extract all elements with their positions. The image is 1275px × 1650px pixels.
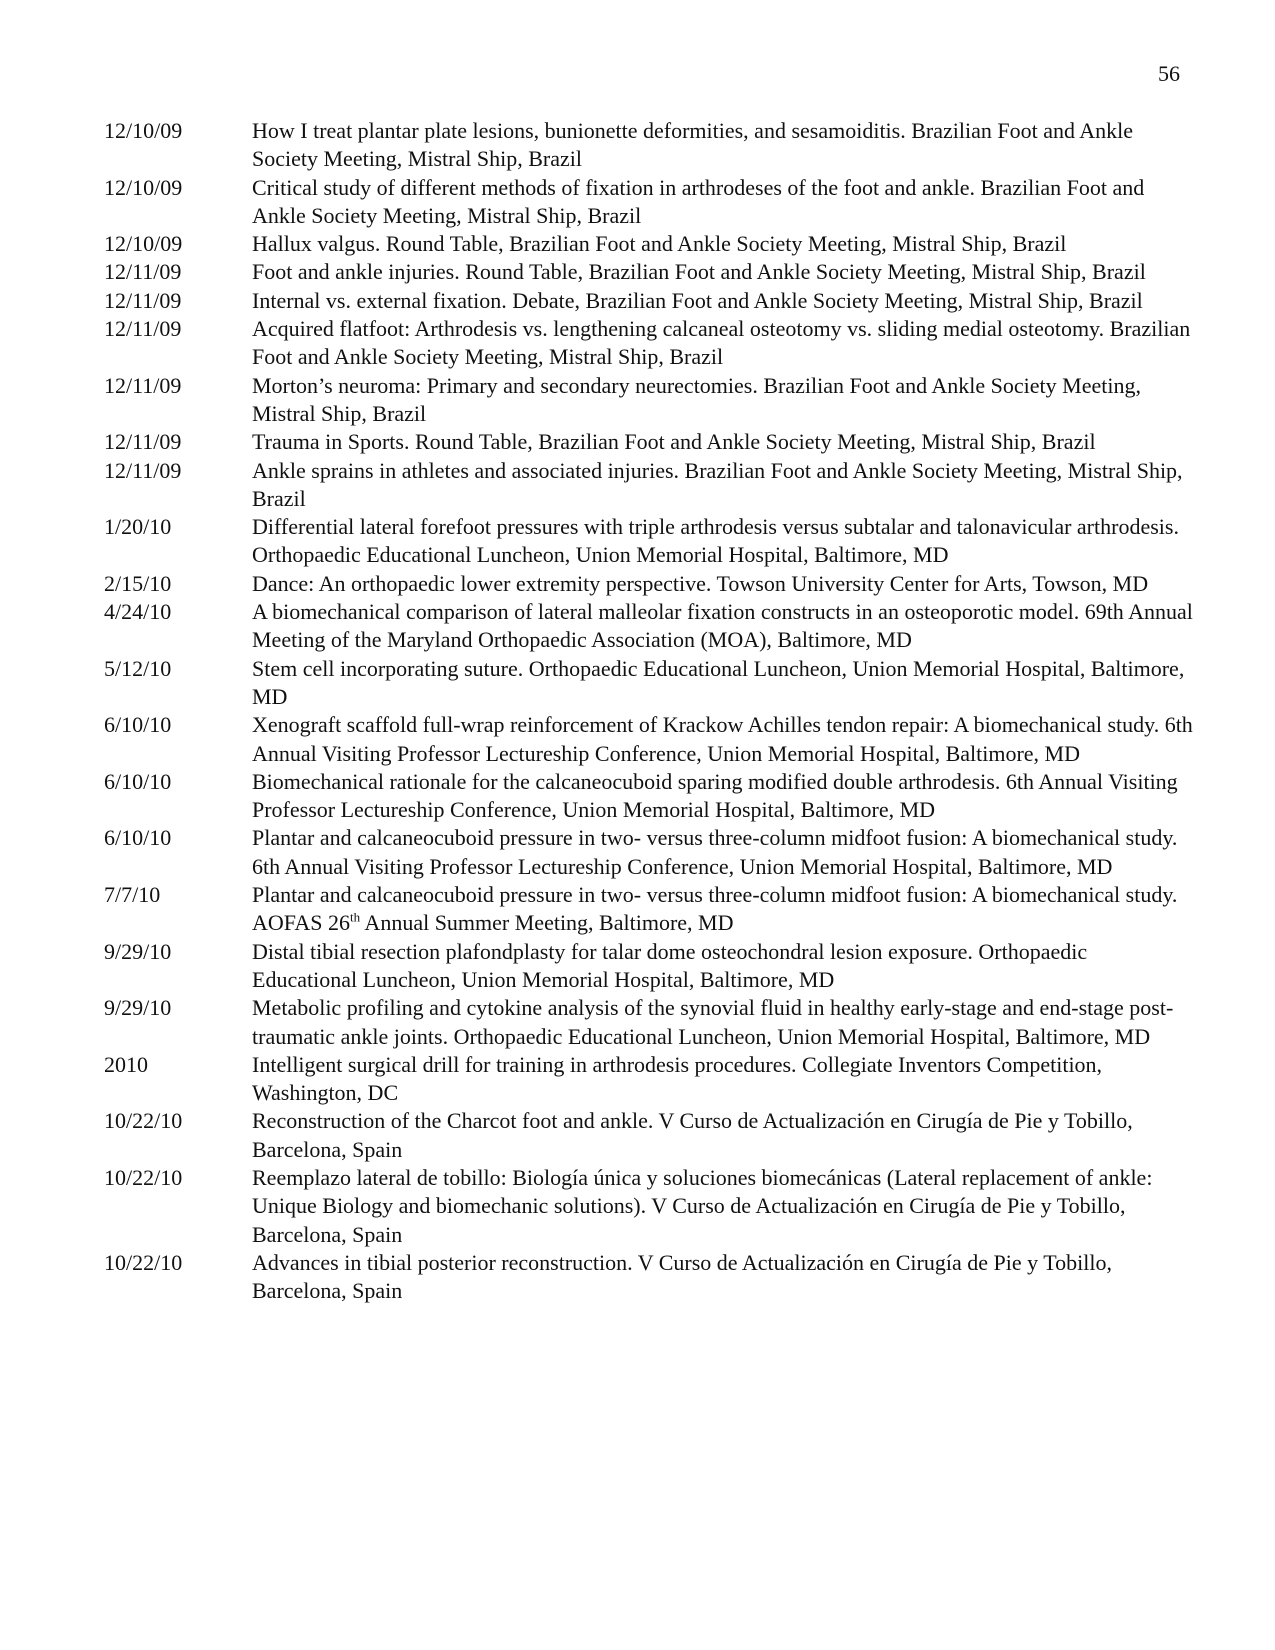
- list-item: [104, 230, 1194, 258]
- entry-date: 6/10/10: [104, 712, 172, 738]
- entry-date: 7/7/10: [104, 882, 161, 908]
- entry-text: Trauma in Sports. Round Table, Brazilian Foot and Ankle Society Meeting, Mistral Ship, Brazil: [252, 429, 1096, 455]
- list-item: [104, 1107, 1194, 1164]
- entry-text: Dance: An orthopaedic lower extremity perspective. Towson University Center for Arts, Towson, MD: [252, 570, 1149, 596]
- list-item: [104, 287, 1194, 315]
- list-item: [104, 457, 1194, 514]
- entry-text: Metabolic profiling and cytokine analysis of the synovial fluid in healthy early-stage and end-stage post-traumatic ankle joints. Orthopaedic Educational Luncheon, Union Memorial Hospital, Baltimore, MD: [252, 995, 1174, 1049]
- presentation-list: [104, 117, 1194, 1305]
- entry-date: 12/11/09: [104, 372, 182, 398]
- entry-date: 4/24/10: [104, 599, 172, 625]
- entry-text: Critical study of different methods of fixation in arthrodeses of the foot and ankle. Brazilian Foot and Ankle Society Meeting, Mistral Ship, Brazil: [252, 174, 1145, 228]
- entry-text: Advances in tibial posterior reconstruction. V Curso de Actualización en Cirugía de Pie y Tobillo, Barcelona, Spain: [252, 1249, 1112, 1304]
- entry-text: Internal vs. external fixation. Debate, Brazilian Foot and Ankle Society Meeting, Mistral Ship, Brazil: [252, 287, 1143, 313]
- entry-date: 12/11/09: [104, 316, 182, 342]
- list-item: [104, 938, 1194, 995]
- entry-text: Intelligent surgical drill for training in arthrodesis procedures. Collegiate Inventors Competition, Washington, DC: [252, 1051, 1103, 1106]
- entry-text: [252, 881, 1194, 938]
- entry-date: 12/11/09: [104, 287, 182, 313]
- entry-date: 10/22/10: [104, 1164, 183, 1190]
- list-item: [104, 1249, 1194, 1306]
- entry-text: Foot and ankle injuries. Round Table, Brazilian Foot and Ankle Society Meeting, Mistral Ship, Brazil: [252, 259, 1146, 285]
- list-item: [104, 881, 1194, 938]
- entry-text: Biomechanical rationale for the calcaneocuboid sparing modified double arthrodesis. 6th Annual Visiting Professor Lectureship Conference, Union Memorial Hospital, Baltimore, MD: [252, 768, 1178, 823]
- entry-date: 12/10/09: [104, 118, 183, 143]
- ordinal-superscript: th: [350, 909, 361, 925]
- entry-text: Ankle sprains in athletes and associated injuries. Brazilian Foot and Ankle Society Meeting, Mistral Ship, Brazil: [252, 457, 1183, 511]
- entry-date: 12/11/09: [104, 457, 182, 483]
- list-item: [104, 994, 1194, 1051]
- list-item: [104, 655, 1194, 712]
- entry-text: Xenograft scaffold full-wrap reinforcement of Krackow Achilles tendon repair: A biomechanical study. 6th Annual Visiting Professor Lectureship Conference, Union Memorial Hospital, Baltimore, MD: [252, 712, 1193, 766]
- list-item: [104, 598, 1194, 655]
- list-item: [104, 824, 1194, 881]
- entry-text: How I treat plantar plate lesions, bunionette deformities, and sesamoiditis. Brazilian Foot and Ankle Society Meeting, Mistral Ship, Brazil: [252, 118, 1134, 172]
- entry-date: 12/10/09: [104, 231, 183, 257]
- entry-text: Reconstruction of the Charcot foot and ankle. V Curso de Actualización en Cirugía de Pie y Tobillo, Barcelona, Spain: [252, 1108, 1133, 1162]
- entry-text: Stem cell incorporating suture. Orthopaedic Educational Luncheon, Union Memorial Hospital, Baltimore, MD: [252, 655, 1185, 709]
- list-item: [104, 258, 1194, 286]
- entry-text: Differential lateral forefoot pressures with triple arthrodesis versus subtalar and talonavicular arthrodesis. Orthopaedic Educational Luncheon, Union Memorial Hospital, Baltimore, MD: [252, 514, 1179, 568]
- list-item: [104, 570, 1194, 598]
- list-item: [104, 372, 1194, 429]
- list-item: [104, 1051, 1194, 1108]
- entry-date: 12/11/09: [104, 429, 182, 455]
- entry-date: 12/10/09: [104, 174, 183, 200]
- list-item: [104, 174, 1194, 231]
- entry-date: 6/10/10: [104, 768, 172, 794]
- list-item: [104, 1164, 1194, 1249]
- entry-text: Hallux valgus. Round Table, Brazilian Foot and Ankle Society Meeting, Mistral Ship, Brazil: [252, 231, 1067, 257]
- entry-date: 5/12/10: [104, 655, 172, 681]
- list-item: [104, 768, 1194, 825]
- entry-date: 2/15/10: [104, 570, 172, 596]
- entry-date: 2010: [104, 1051, 148, 1077]
- list-item: [104, 117, 1194, 174]
- entry-date: 12/11/09: [104, 259, 182, 285]
- entry-date: 10/22/10: [104, 1249, 183, 1275]
- entry-text: Morton’s neuroma: Primary and secondary neurectomies. Brazilian Foot and Ankle Society Meeting, Mistral Ship, Brazil: [252, 372, 1141, 426]
- entry-text: A biomechanical comparison of lateral malleolar fixation constructs in an osteoporotic model. 69th Annual Meeting of the Maryland Orthopaedic Association (MOA), Baltimore, MD: [252, 599, 1193, 653]
- list-item: [104, 315, 1194, 372]
- list-item: [104, 428, 1194, 456]
- entry-text: Reemplazo lateral de tobillo: Biología única y soluciones biomecánicas (Lateral replacement of ankle: Unique Biology and biomechanic solutions). V Curso de Actualización en Cirugía de Pie y Tobillo, Barcelona, Spain: [252, 1164, 1153, 1247]
- entry-date: 9/29/10: [104, 938, 172, 964]
- list-item: [104, 711, 1194, 768]
- entry-text: Acquired flatfoot: Arthrodesis vs. lengthening calcaneal osteotomy vs. sliding medial osteotomy. Brazilian Foot and Ankle Society Meeting, Mistral Ship, Brazil: [252, 316, 1191, 370]
- entry-text-part: Plantar and calcaneocuboid pressure in two- versus three-column midfoot fusion: A biomechanical study. AOFAS 26: [252, 882, 1178, 936]
- page-number: 56: [1158, 61, 1180, 86]
- list-item: [104, 513, 1194, 570]
- entry-date: 6/10/10: [104, 825, 172, 851]
- entry-text: Plantar and calcaneocuboid pressure in two- versus three-column midfoot fusion: A biomechanical study. 6th Annual Visiting Professor Lectureship Conference, Union Memorial Hospital, Baltimore, MD: [252, 825, 1178, 879]
- entry-date: 1/20/10: [104, 514, 172, 540]
- entry-text-part: Annual Summer Meeting, Baltimore, MD: [360, 910, 734, 936]
- entry-date: 10/22/10: [104, 1108, 183, 1134]
- entry-date: 9/29/10: [104, 995, 172, 1021]
- entry-text: Distal tibial resection plafondplasty for talar dome osteochondral lesion exposure. Orthopaedic Educational Luncheon, Union Memorial Hospital, Baltimore, MD: [252, 938, 1088, 992]
